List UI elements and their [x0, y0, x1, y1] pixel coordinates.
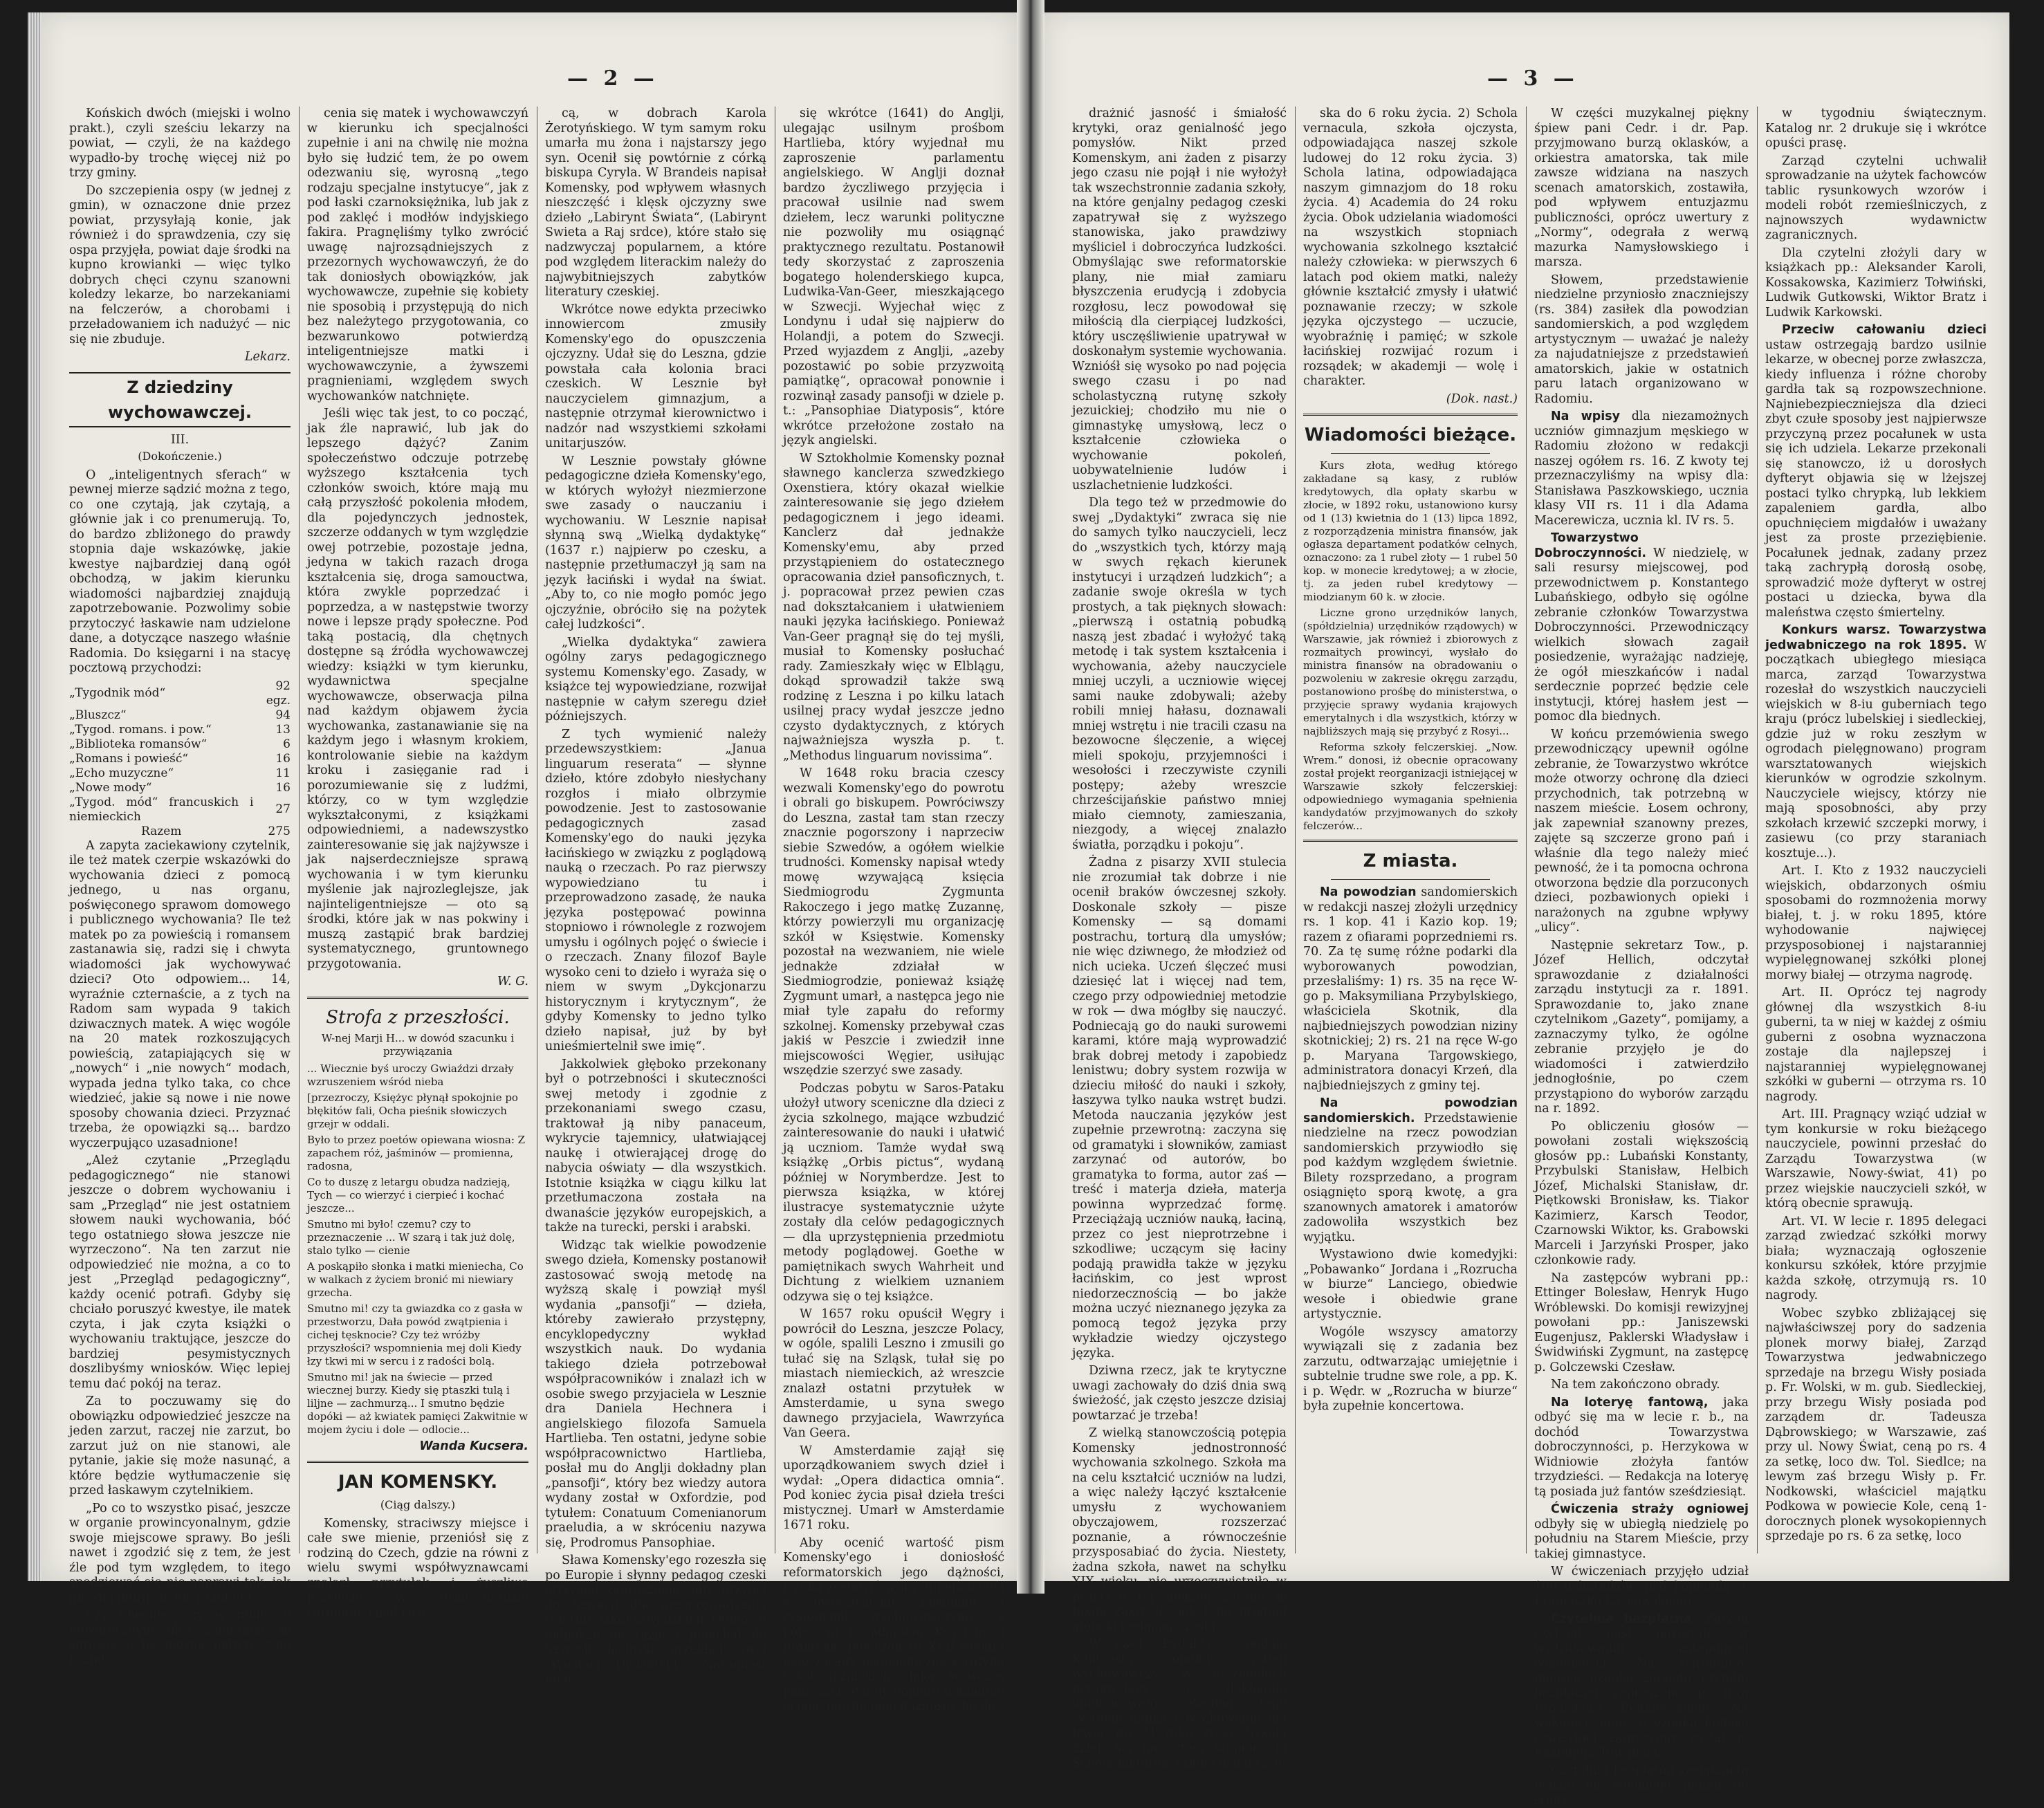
list-item — [69, 737, 291, 752]
poem-stanza: [przezroczy, Księżyc płynął spokojnie po błękitów fali, Ocha pieśnik słowiczych grzejr w oddali. — [307, 1091, 528, 1131]
right-col-1 — [1072, 107, 1287, 1553]
city-item — [1303, 885, 1518, 1094]
news-item — [1534, 531, 1749, 725]
city-item — [1303, 1248, 1518, 1322]
paragraph: „Ależ czytanie „Przeglądu pedagogicznego“ nie stanowi jeszcze o dobrem wychowaniu i sam „Przegląd“ nie jest ostatniem słowem nauki wychowania, bóć tego ostatniego słowa jeszcze nie wyrzeczono“. Na ten zarzut nie odpowiedzieć nie można, a co to jest „Przegląd pedagogiczny“, każdy ocenić potrafi. Gdyby się chciało poruszyć kwestye, ile matek czyta, i jak czyta książki o wychowaniu traktujące, jeszcze do bardziej pesymistycznych doszlibyśmy wniosków. Więc lepiej temu dać pokój na teraz. — [69, 1154, 291, 1392]
periodical-count: 92 egz. — [253, 679, 291, 708]
item-text: Czytelnia bezpłatna zasiąknięta będzie od wielkiego piątku do środy — [1534, 1764, 1749, 1807]
list-item — [69, 766, 291, 781]
right-col-2 — [1303, 107, 1518, 1553]
poem-stanza: Smutno mi! czy ta gwiazdka co z gasła w przestworzu, Dała powód zwątpienia i cichej tęsknocie? Czy też wróżby przyszłości? wspomnienia mej doli Kiedy łzy tkwi mi w sercu i z radości bolą. — [307, 1302, 528, 1368]
column-divider — [299, 107, 300, 1553]
paragraph: Jeśli więc tak jest, to co począć, jak źle naprawić, lub jak do lepszego dążyć? Zanim społeczeństwo odczuje potrzebę wyższego kształcenia tych członków swoich, które mają mu całą przyszłość pokolenia młodem, dla pojedynczych jednostek, szczerze oddanych w tym względzie owej potrzebie, pozostaje jedna, jedyna w takich razach droga kształcenia się, droga samouctwa, która zwykle poprzedzać i poprzedza, a w następstwie tworzy nowe i lepsze prądy społeczne. Pod taką postacią, dla chętnych dostępne są źródła wychowawczej wiedzy: książki w tym kierunku, wydawnictwa specjalne wychowawcze, obserwacja pilna nad każdym objawem życia wychowanka, zastanawianie się na każdym jego i własnym krokiem, kontrolowanie siebie na każdym kroku i zasięganie rad i porozumiewanie się z ludźmi, którzy, co w tym względzie wykształconymi, z książkami odpowiedniemi, a nadewszystko zainteresowanie się jak najżywsze i jak najserdeczniejsze sprawą wychowania i w tym kierunku myślenie jak najrozleglejsze, jak najinteligentniejsze — oto są środki, które jak w nas pokwiny i muszą zastąpić brak bardziej systematycznego, gruntownego przygotowania. — [307, 407, 528, 972]
poem-stanza: ... Wiecznie byś uroczy Gwiaździ drzały wzruszeniem wśród nieba — [307, 1062, 528, 1089]
column-divider — [1295, 107, 1296, 1553]
section-title: Z dziedziny wychowawczej. — [69, 372, 291, 427]
paragraph: Za to poczuwamy się do obowiązku odpowiedzieć jeszcze na jeden zarzut, raczej nie zarzut, bo zarzut już on nie stanowi, ale pytanie, jakie się może nasunąć, a które będzie wytłumaczenie się przed łaskawym czytelnikiem. — [69, 1394, 291, 1499]
paragraph: W Lesznie powstały główne pedagogiczne dzieła Komensky'ego, w których wyłożył niezmierzone swe zasady o nauczaniu i wychowaniu. W Lesznie napisał słynną swą „Wielką dydaktykę“ (1637 r.) najpierw po czesku, a następnie przetłumaczył ją sam na język łaciński i wydał na świat. „Aby to, co nie mogło pomóc jego ojczyźnie, obróciło się na pożytek całej ludzkości“. — [545, 454, 766, 633]
news-item: Kurs złota, według którego zakładane są kasy, z rublów kredytowych, dla opłaty skarbu w złocie, w 1892 roku, ustanowiono kursy od 1 (13) kwietnia do 1 (13) lipca 1892, z rozporządzenia ministra finansów, jak ogłasza departament podatków celnych, oznaczono: za 1 rubel złoty — 1 rubel 50 kop. w monecie kredytowej; a w złocie, tj. za jeden rubel kredytowy — miodzianym 60 k. w złocie. — [1303, 459, 1518, 604]
item-text: ustaw ostrzegają bardzo usilnie lekarze, w obecnej porze zwłaszcza, kiedy influenza i różne choroby gardła tak są rozpowszechnione. Najniebezpieczniejsza dla dzieci zbyt czułe sposoby jest najpierwsze przyczyną przez pocałunek w usta się ich udziela. Lekarze przekonali się stanowczo, iż u dorosłych dyfteryt objawia się w lżejszej postaci tylko chrypką, lub lekkiem zapaleniem gardła, albo opuchnięciem migdałów i uważany jest za proste przeziębienie. Pocałunek jednak, zadany przez taką zachrypłą dorosłą osobę, sprowadzić może dyfteryt w ostrej postaci u dziecka, bywa dla maleństwa często śmiertelny. — [1765, 338, 1987, 620]
poem-stanza: A poskąpiło słonka i matki mieniecha, Co w walkach z życiem bronić mi niewiary grzecha. — [307, 1260, 528, 1300]
item-text: Art. I. Kto z 1932 nauczycieli wiejskich, obdarzonych ośmiu sposobami do rozmnożenia morwy białej, t. j. w roku 1895, które wyhodowanie najwięcej przysposobionej i najstaranniej wypielęgnowanej szkółki plonej morwy białej — otrzyma nagrodę. — [1765, 864, 1987, 982]
list-item — [69, 781, 291, 795]
paragraph: „Wielka dydaktyka“ zawiera ogólny zarys pedagogicznego systemu Komensky'ego. Zasady, w książce tej wypowiedziane, rozwijał następnie w całym szeregu dzieł późniejszych. — [545, 636, 766, 725]
paragraph: cenia się matek i wychowawczyń w kierunku ich specjalności zupełnie i ani na chwilę nie można było się łudzić tem, że po owem odezwaniu się, wyrosną „tego rodzaju specjalne instytucye“, jak z pod łaski czarnoksiężnika, lub jak z pod zaklęć i modłów indyjskiego fakira. Pragnęliśmy tylko zwrócić uwagę najrozsądniejszych z przezornych wychowawczyń, że do tak doniosłych obowiązków, jak wychowawcze, zupełnie się kobiety nie sposobią i przystępują do nich bez należytego przygotowania, co bezwarunkowo potwierdzą inteligentniejsze matki i wychowawczynie, a żywszemi pragnieniami, względem swych wychowanków natchnięte. — [307, 107, 528, 404]
item-text: Wogóle wszyscy amatorzy wywiązali się z zadania bez zarzutu, odtwarzając umiejętnie i subtelnie trudne swe role, a pp. K. i p. Wędr. w „Rozrucha w biurze“ była zupełnie koncertowa. — [1303, 1325, 1518, 1414]
news-title: Wiadomości bieżące. — [1303, 423, 1518, 448]
signature: W. G. — [307, 975, 528, 990]
list-item — [69, 708, 291, 723]
paragraph: Sława Komensky'ego rozeszła się po Europie i słynny pedagog czeski otrzymał zaproszenie, aby przybył do Szwecji dla przeprowadzenia reformy szkół szwedzkich. Odmówił jednakże na razie i pojechał do Szwecji łaciński przekład swej „Wielkiej Dydaktyki“. Natomiast udał — [545, 1553, 766, 1688]
paragraph: W Amsterdamie zajął się uporządkowaniem swych dzieł i wydał: „Opera didactica omnia“. Pod koniec życia pisał dzieła treści mistycznej. Umarł w Amsterdamie 1671 roku. — [783, 1444, 1004, 1533]
paragraph: drażnić jasność i śmiałość krytyki, oraz genialność jego pomysłów. Nikt przed Komenskym, ani żaden z pisarzy jego czasu nie pojął i nie wyłożył tak wszechstronnie zadania szkoły, na które genjalny pedagog czeski zapatrywał się z wyższego stanowiska, jako prawdziwy myśliciel i dobroczyńca ludzkości. Obmyślając swe reformatorskie plany, nie miał zamiaru błyszczenia erudycją i zdobycia rozgłosu, lecz powodował się miłością dla cierpiącej ludzkości, który usczęśliwienie upatrywał w doskonałym systemie wychowania. Wznióśł się wysoko po nad pojęcia swego czasu i po nad scholastyczną rutynę szkoły jezuickiej; chodziło mu nie o gimnastykę umysłową, lecz o kształcenie człowieka o wychowanie pokoleń, uobywatelnienie ludów i uszlachetnienie ludzkości. — [1072, 107, 1287, 493]
item-head: Na powodzian sandomierskich. — [1303, 1096, 1518, 1125]
news-item — [1534, 939, 1749, 1117]
item-text: Następnie sekretarz Tow., p. Józef Hellich, odczytał sprawozdanie z działalności zarządu instytucji za r. 1891. Sprawozdanie to, jako znane czytelnikom „Gazety“, pomijamy, a zaznaczymy tylko, że ogólne zebranie przyjęło je do wiadomości i zatwierdziło jednogłośnie, po czem przystąpiono do wyborów zarządu na r. 1892. — [1534, 939, 1749, 1116]
periodical-count: 16 — [253, 781, 291, 795]
item-text: dla niezamożnych uczniów gimnazjum męskiego w Radomiu złożono w redakcji naszej ogółem rs. 16. Z kwoty tej przeznaczyliśmy na wpisy dla: Stanisława Paszkowskiego, ucznia klasy VII rs. 11 i dla Adama Macerewicza, ucznia kl. IV rs. 5. — [1534, 409, 1749, 528]
item-text: jaka odbyć się ma w lecie r. b., na dochód Towarzystwa dobroczynności, p. Herzykowa w Widniowie złożyła fantów trzydzieści. — Redakcja na loteryę tą posiada już fantów sześdziesiąt. — [1534, 1396, 1749, 1499]
total-label: Razem — [69, 824, 253, 839]
paragraph: Żadna z pisarzy XVII stulecia nie zrozumiał tak dobrze i nie ocenił braków ówczesnej szkoły. Doskonale szkoły — pisze Komensky — są domami postrachu, torturą dla umysłów; nie więc dziwnego, że młodzież od nich ucieka. Uczeń ślęczeć musi dziesięć lat i więcej nad tem, czego przy odpowiedniej metodzie w rok — dwa mógłby się nauczyć. Podniecają go do nauki surowemi karami, które mają wyprowadzić brak dobrej metody i zapobiedz lenistwu; dobry system rozwija w dzieciu miłość do nauki i szkoły, łaszywa tylko nauka wstręt budzi. Metoda nauczania języków jest zupełnie przewrotną: zaczyna się od gramatyki i słowników, zamiast zarzynać od autorów, bo gramatyka to forma, autor zaś — treść i materja dzieła, materja powinna wyprzedzać formę. Przeciążają uczniów nauką, łaciną, przez co jest nieprotrzebne i szkodliwe; uczącym się łaciny podają prawidła także w języku łacińskim, co jest wprost niedorzecznością — bo jakże można uczyć nieznanego języka za pomocą tegoż języka przy wykładzie wiedzy ojczystego języka. — [1072, 856, 1287, 1361]
left-col-1 — [69, 107, 291, 1553]
paragraph: Komensky, straciwszy miejsce i całe swe mienie, przeniósł się z rodziną do Czech, gdzie na równi z wielu swymi współwyznawcami znalazł przytułek i życzliwe przyjęcie w Branychradzie (Brandeis) nad Orli- — [307, 1517, 528, 1621]
divider — [1303, 840, 1518, 842]
list-item — [69, 752, 291, 766]
poem-stanza: Smutno mi było! czemu? czy to przeznaczenie ... W szarą i tak już dolę, stalo tylko — cienie — [307, 1218, 528, 1257]
news-item — [1534, 1612, 1749, 1761]
paragraph: Podczas pobytu w Saros-Pataku ułożył utwory sceniczne dla dzieci z życia szkolnego, mające wzbudzić zainteresowanie do nauki i ułatwić ją uczniom. Tamże wydał swą książkę „Orbis pictus“, wydaną później w Norymberdze. Jest to pierwsza książka, w której ilustracye systematycznie użyte zostały dla celów pedagogicznych — dla uprzystępnienia przedmiotu metody poglądowej. Goethe w pamiętnikach swych Wahrheit und Dichtung z wielkiem uznaniem odzywa się o tej książce. — [783, 1082, 1004, 1305]
news-item: Liczne grono urzędników lanych, (spółdzielnia) urzędników rządowych) w Warszawie, jak również i zbiorowych z rozmaitych prowincyi, wysłało do ministra finansów na obradowaniu o pozwoleniu w zakresie okręgu zarządu, postanowiono prośbę do ministerstwa, o przyjęcie sprawy wydania krajowych emerytalnych i dla wszystkich, którzy w najbliższych mają się przybyć z Rosyi... — [1303, 607, 1518, 738]
poem-dedication: W-nej Marji H... w dowód szacunku i przywiązania — [307, 1032, 528, 1058]
item-text: Art. II. Oprócz tej nagrody głównej dla wszystkich 8-iu guberni, ta w niej w każdej z ośmiu guberni z osobna wyznaczona zostaje dla najlepszej i najstaranniej wypielęgnowanej szkółki w guberni — otrzyma rs. 10 nagrody. — [1765, 986, 1987, 1104]
item-text: Po obliczeniu głosów — powołani zostali większością głosów pp.: Lubański Konstanty, Przybulski Stanisław, Helbich Józef, Michalski Stanisław, dr. Piętkowski Bronisław, ks. Tiakor Kazimierz, Karsch Teodor, Czarnowski Wiktor, ks. Grabowski Marceli i Jarzyński Prosper, jako członkowie rady. — [1534, 1120, 1749, 1268]
left-page — [42, 12, 1017, 1581]
paragraph: Widząc tak wielkie powodzenie swego dzieła, Komensky postanowił zastosować swoją metodę na wyższą skalę i powziął myśl wydania „pansofji“ — dzieła, któreby zawierało przystępny, encyklopedyczny wykład wszystkich nauk. Do wydania takiego dzieła potrzebował współpracowników i znalazł ich w osobie swego przyjaciela w Lesznie dra Daniela Hechnera i angielskiego filozofa Samuela Hartlieba. Ten ostatni, jedyne sobie współpracownictwo Hartlieba, posłał mu do Anglji dokładny plan „pansofji“, który bez wiedzy autora wydany został w Oxfordzie, pod tytułem: Conatuum Comenianorum praeludia, a w skróceniu nazywa się, Prodromus Pansophiae. — [545, 1239, 766, 1551]
paragraph: O „inteligentnych sferach“ w pewnej mierze sądzić można z tego, co one czytają, jak czytają, a głównie jak i co prenumerują. To, do bardzo zbliżonego do prawdy stopnia daje wskazówkę, jakie kwestye najbardziej daną ogół obchodzą, w jakim kierunku wiadomości najbardziej znajdują zapotrzebowanie. Pozwolimy sobie przytoczyć łaskawie nam udzielone dane, a dotyczące naszego właśnie Radomia. Do księgarni i na stacyę pocztową przychodzi: — [69, 468, 291, 676]
section-number: III. — [69, 433, 291, 448]
poem-author: Wanda Kucsera. — [307, 1439, 528, 1455]
item-head: Konkurs warsz. Towarzystwa jedwabniczego na rok 1895. — [1765, 623, 1987, 652]
news-item — [1534, 1271, 1749, 1376]
city-item — [1303, 1325, 1518, 1414]
item-text: Art. VI. W lecie r. 1895 delegaci zarząd zwiedzać szkółki morwy biała; wyznaczają ogłoszenie konkursu szkółek, które przyjmie każda szkołę, otrzymują rs. 10 nagrody. — [1765, 1215, 1987, 1303]
news-item — [1534, 1764, 1749, 1808]
item-text: sandomierskich w redakcji naszej złożyli urzędnicy rs. 1 kop. 41 i Kazio kop. 19; razem z ofiarami poprzedniemi rs. 70. Za tę sumę różne podarki dla wyborowanych powodzian, przesłaliśmy: 1) rs. 35 na ręce W-go p. Maksymiliana Przybylskiego, właściciela Skotnik, dla najbiedniejszych powodzian niziny skotnickiej; 2) rs. 21 na ręce W-go p. Maryana Targowskiego, administratora donacyi Krzeń, dla najbiedniejszych z gminy tej. — [1303, 885, 1518, 1093]
news-item — [1765, 864, 1987, 983]
divider — [1303, 414, 1518, 416]
news-item — [1765, 986, 1987, 1105]
item-text: Przedstawienie niedzielne na rzecz powodzian sandomierskich przywiodło się pod każdym względem świetnie. Bilety rozsprzedano, a program osiągnięto sporą kwotę, a gra szanownych amatorek i amatorów zadowoliła wszystkich bez wyjątku. — [1303, 1111, 1518, 1244]
item-text: Wobec szybko zbliżającej się najwłaściwszej pory do sadzenia plonek morwy białej, Zarząd Towarzystwa jedwabniczego sprzedaje na brzegu Wisły posiada p. Fr. Wolski, w m. gub. Siedleckiej, przy brzegu Wisły posiada pod zarządem dr. Tadeusza Dąbrowskiego; w Warszawie, zaś przy ul. Nowy Świat, ceną po rs. 4 za setkę, loco dw. Tol. Siedlce; na lewym zaś brzegu Wisły p. Fr. Nodkowski, właściciel majątku Podkowa w powiecie Kole, ceną 1-dorocznych plonek wysokopiennych sprzedaje po rs. 6 za setkę, loco — [1765, 1307, 1987, 1544]
right-col-3 — [1534, 107, 1749, 1553]
paragraph: Dla czytelni złożyli dary w książkach pp.: Aleksander Karoli, Kossakowska, Kazimierz Tołwiński, Ludwik Gutkowski, Wiktor Bratz i Ludwik Karkowski. — [1765, 246, 1987, 321]
periodical-name: „Bluszcz“ — [69, 708, 253, 723]
poem-stanza: Co to duszę z letargu obudza nadzieją, Tych — co wierzyć i cierpieć i kochać jeszcze... — [307, 1176, 528, 1215]
signature: (Dok. nast.) — [1303, 392, 1518, 407]
city-title: Z miasta. — [1303, 849, 1518, 874]
poem-title: Strofa z przeszłości. — [307, 1006, 528, 1029]
periodical-count: 16 — [253, 752, 291, 766]
item-head: Przeciw całowaniu dzieci — [1782, 323, 1987, 337]
divider — [307, 1461, 528, 1463]
item-head: Na wpisy — [1551, 409, 1620, 423]
paragraph: się wkrótce (1641) do Anglji, ulegając usilnym prośbom Hartlieba, który wyjednał mu zaproszenie parlamentu angielskiego. W Anglji doznał bardzo życzliwego przyjęcia i pracował usilnie nad swem dziełem, lecz warunki polityczne nie pozwoliły mu osiągnąć praktycznego rezultatu. Postanowił tedy skorzystać z zaproszenia bogatego holenderskiego kupca, Ludwika-Van-Geer, mieszkającego w Szwecji. Wyjechał więc z Londynu i udał się najpierw do Holandji, a potem do Szwecji. Przed wyjazdem z Anglji, „azeby pozostawić po sobie przyzwoitą pamiątkę“, opracował ponownie i rozwinął zasady pansofji w dziele p. t.: „Pansophiae Diatyposis“, które wkrótce przełożone zostało na język angielski. — [783, 107, 1004, 449]
paragraph: Do szczepienia ospy (w jednej z gmin), w oznaczone dnie przez powiat, przysyłają konie, jak również i do sprawdzenia, czy się ospa przyjęła, powiat daje środki na kupno krowianki — więc tylko dobrych chęci czynu szanowni koledzy lekarze, bo narzekaniami na felczerów, a chorobami i przeładowaniem ich nadużyć — nic się nie zbuduje. — [69, 184, 291, 348]
poem — [307, 1062, 528, 1437]
item-head: Towarzystwo Dobroczynności. — [1534, 531, 1646, 560]
left-col-2 — [307, 107, 528, 1553]
paragraph: W Sztokholmie Komensky poznał sławnego kanclerza szwedzkiego Oxenstiera, który okazał wielkie zainteresowanie się jego dziełem pedagogicznem i jego ideami. Kanclerz dał jednakże Komensky'emu, aby przed przystąpieniem do ostatecznego opracowania dzieł pansoficznych, t. j. popracował przez pewien czas nad dokształcaniem i ułatwieniem nauki języka łacińskiego. Ponieważ Van-Geer pragnął się do tej myśli, musiał to Komensky posłuchać rady. Zamieszkały więc w Elblągu, dokąd sprowadził także swą rodzinę z Leszna i po kilku latach usilnej pracy wydał jeszcze jedno czysto dydaktycznych, z których najważniejsza wyszła p. t. „Methodus linguarum novissima“. — [783, 452, 1004, 764]
right-col-4 — [1765, 107, 1987, 1553]
news-item — [1534, 1378, 1749, 1393]
paragraph: A zapyta zaciekawiony czytelnik, ile też matek czerpie wskazówki do wychowania dzieci z pomocą jednego, u nas organu, poświęconego sprawom domowego i publicznego wychowania? Ile też matek po za powieścią i romansem zastanawia się, radzi się i chwyta wiadomości jak wychowywać dzieci? Oto odpowiem... 14, wyraźnie czternaście, a z tych na Radom sam wypada 9 takich dziwacznych matek. A więc wogóle na 20 matek rozkoszujących powieścią, zatapiających się w „nowych“ i „nie nowych“ modach, wypada jedna tylko taka, co chce wiedzieć, jakie są nowe i nie nowe sposoby chowania dzieci. Przyznać trzeba, że opowiązki są... bardzo wyczerpująco uzasadnione! — [69, 839, 291, 1152]
news-item — [1765, 323, 1987, 620]
right-page — [1044, 12, 2009, 1581]
item-head: Na loteryę fantową, — [1551, 1396, 1709, 1410]
paragraph: Dziwna rzecz, jak te krytyczne uwagi zachowały do dziś dnia swą świeżość, jak często jeszcze dzisiaj powtarzać je trzeba! — [1072, 1364, 1287, 1423]
poem-stanza: Było to przez poetów opiewana wiosna: Z zapachem róż, jaśminów — promienna, radosna, — [307, 1134, 528, 1173]
left-col-3 — [545, 107, 766, 1553]
periodicals-list — [69, 679, 291, 839]
list-item — [69, 679, 291, 708]
periodical-name: „Nowe mody“ — [69, 781, 253, 795]
item-text: Na zastępców wybrani pp.: Ettinger Bolesław, Henryk Hugo Wróblewski. Do komisji rewizyjnej powołani pp.: Janiszewski Eugenjusz, Paklerski Władysław i Świdwiński Zygmunt, na zastępcę p. Golczewski Czesław. — [1534, 1271, 1749, 1374]
paragraph: W 1648 roku bracia czescy wezwali Komensky'ego do powrotu i obrali go biskupem. Powróciwszy do Leszna, zastał tam stan rzeczy znacznie pogorszony i naprzeciw siebie Szwedów, a ogółem wielkie trudności. Komensky napisał wtedy mowę wzywającą księcia Siedmiogrodu Zygmunta Rakoczego i jego matkę Zuzannę, którzy powierzyli mu organizację szkół w Księstwie. Komensky pozostał na wezwaniem, nie wiele jednakże zdziałał w Siedmiogrodzie, ponieważ książę Zygmunt umarł, a następca jego nie miał tyle zapału do reformy szkolnej. Komensky przebywał czas jakiś w Peszcie i zwiedził inne miejscowości Węgier, usiłując wszędzie szerzyć swe zasady. — [783, 766, 1004, 1079]
news-item — [1534, 1565, 1749, 1609]
list-item — [69, 795, 291, 824]
news-item — [1765, 1107, 1987, 1212]
page-number-right: — 3 — — [1487, 66, 1578, 91]
periodical-count: 13 — [253, 723, 291, 737]
item-text: W ćwiczeniach przyjęło udział 100 uchotników, pod komendą p. Franciszka Laskowskiego. — [1534, 1565, 1749, 1608]
paragraph: Dla tego też w przedmowie do swej „Dydaktyki“ zwraca się nie do samych tylko nauczycieli, lecz do „wszystkich tych, którzy mają w swych rękach kierunek instytucyi i urządzeń ludzkich“; a zadanie swoje określa w tych prostych, a tak pięknych słowach: „pierwszą i ostatnią pobudką naszą jest zbadać i wyłożyć taką metodę i tak system kształcenia i wychowania, ażeby nauczyciele mniej uczyli, a uczniowie więcej sami nauke zdobywali; ażeby robili mniej hałasu, doznawali mniej wstrętu i nie tracili czasu na bezowocne ślęczenie, a więcej mieli spokoju, przyjemności i wesołości i rzeczywiste czynili postępy; ażeby wreszcie chrześcijańskie państwo mniej miało ciemnoty, zamieszania, niezgody, a więcej znalazło światła, porządku i pokoju“. — [1072, 496, 1287, 853]
item-text: W początkach ubiegłego miesiąca marca, zarząd Towarzystwa rozesłał do wszystkich nauczycieli wiejskich w 8-iu guberniach tego kraju (prócz lubelskiej i siedleckiej, gdzie już w roku zeszłym w ogrodach pielęgnowano) program warsztatowanych wiejskich kierunków w ogrodzie szkolnym. Nauczyciele wiejscy, którzy nie mają sposobności, aby przy szkołach krzewić szczepki morwy, i zasiewu (co przy staraniach kosztuje...). — [1765, 638, 1987, 860]
paragraph: Końskich dwóch (miejski i wolno prakt.), czyli sześciu lekarzy na powiat, — czyli, że na każdego wypadło-by trochę więcej niż po trzy gminy. — [69, 107, 291, 181]
news-item — [1534, 1396, 1749, 1500]
list-total — [69, 824, 291, 839]
periodical-count: 94 — [253, 708, 291, 723]
divider — [307, 997, 528, 999]
periodical-count: 6 — [253, 737, 291, 752]
article-note: (Ciąg dalszy.) — [307, 1497, 528, 1513]
column-divider — [1526, 107, 1527, 1553]
item-text: Na tem zakończono obrady. — [1551, 1378, 1720, 1392]
periodical-name: „Tygodnik mód“ — [69, 679, 253, 708]
item-text: Zarząd czytelni nasi pozostaje w wydrukowaniu następującej wiadomości: Na ogrodnicze miejsce ożonka zarządu czytelni bezpłatnej zaproszono p. d-ra Bronisława Piątkowskiego. Na wakujące miejsce ożonka komisji rewizyjnej zaproszony został p. Kazimierz Tołwiński. — [1534, 1612, 1749, 1760]
item-text: odbyły się w ubiegłą niedzielę po południu na Starem Mieście, przy takiej gimnastyce. — [1534, 1518, 1749, 1561]
news-item — [1765, 623, 1987, 861]
periodical-name: „Romans i powieść“ — [69, 752, 253, 766]
news-item — [1534, 409, 1749, 528]
signature: Lekarz. — [69, 350, 291, 365]
paragraph: Wkrótce nowe edykta przeciwko innowiercom zmusiły Komensky'ego do opuszczenia ojczyzny. Udał się do Leszna, gdzie powstała cała kolonia braci czeskich. W Lesznie był nauczycielem gimnazjum, a następnie otrzymał kierownictwo i nadzór nad wszystkiemi szkołami unitarjuszów. — [545, 303, 766, 452]
paragraph: ska do 6 roku życia. 2) Schola vernacula, szkoła ojczysta, odpowiadająca naszej szkole ludowej do 12 roku życia. 3) Schola latina, odpowiadająca naszym gimnazjom do 18 roku życia. 4) Academia do 24 roku życia. Obok udzielania wiadomości na wszystkich stopniach wychowania szkolnego kształcić należy człowieka: w pierwszych 6 latach pod okiem matki, należy głównie kształcić zmysły i ułatwić poznawanie rzeczy; w szkole języka ojczystego — uczucie, wyobraźnię i pamięć; w szkole łacińskiej rozwijać rozum i rozsądek; w akademji — wolę i charakter. — [1303, 107, 1518, 389]
paragraph: „Po co to wszystko pisać, jeszcze w organie prowincyonalnym, gdzie swoje miejscowe sprawy. Bo jeśli nawet i zgodzić się z tem, że jest źle pod tym względem, to itego spodziewać się nie naprawi tak, jak główną murą się nie przebije!“ — [69, 1502, 291, 1606]
paragraph: W części muzykalnej piękny śpiew pani Cedr. i dr. Pap. przyjmowano burzą oklasków, a orkiestra amatorska, tak mile zawsze widziana na naszych scenach amatorskich, zostawiła, pod wpływem entuzjazmu publiczności, oprócz uwertury z „Normy“, odegrała z werwą mazurka Namysłowskiego i marsza. — [1534, 107, 1749, 270]
poem-stanza: Smutno mi! jak na świecie — przed wiecznej burzy. Kiedy się ptaszki tulą i liljne — zachmurzą... I smutno będzie dopóki — aż kwiatek pamięci Zakwitnie w mojem życiu i dole — odlocie... — [307, 1371, 528, 1437]
periodical-name: „Echo muzyczne“ — [69, 766, 253, 781]
paragraph: Zarząd czytelni uchwalił sprowadzanie na użytek fachowców tablic rysunkowych wzorów i modeli robót rzemieślniczych, z najnowszych wydawnictw zagranicznych. — [1765, 154, 1987, 243]
item-head: Czytelnia bezpłatna. — [1551, 1612, 1696, 1626]
book-gutter — [1017, 0, 1044, 1594]
page-number-left: — 2 — — [567, 66, 659, 91]
article-title: JAN KOMENSKY. — [307, 1470, 528, 1495]
periodical-count: 11 — [253, 766, 291, 781]
item-head: Ćwiczenia straży ogniowej — [1551, 1502, 1749, 1516]
section-note: (Dokończenie.) — [69, 449, 291, 464]
divider — [1331, 879, 1490, 880]
left-col-4 — [783, 107, 1004, 1553]
paragraph: W 1657 roku opuścił Węgry i powrócił do Leszna, jeszcze Polacy, w ogóle, spalili Leszno i zmusili go tułać się na Szląsk, tułał się po miastach niemieckich, aż wreszcie znalazł ostatni przytułek w Amsterdamie, u syna swego dawnego przyjaciela, Wawrzyńca Van Geera. — [783, 1307, 1004, 1441]
news-item — [1534, 1120, 1749, 1269]
city-item — [1303, 1096, 1518, 1245]
list-item — [69, 723, 291, 737]
paragraph: cą, w dobrach Karola Żerotyńskiego. W tym samym roku umarła mu żona i najstarszy jego syn. Ocenił się powtórnie z córką biskupa Cyryla. W Brandeis napisał Komensky, pod wpływem własnych nieszczęść i klęsk ojczyzny swe dzieło „Labirynt Świata“, (Labirynt Swieta a Raj srdce), które stało się nadzwyczaj popularnem, a które pod względem literackim należy do najwybitniejszych zabytków literatury czeskiej. — [545, 107, 766, 300]
news-item — [1765, 1215, 1987, 1304]
paragraph: w tygodniu świątecznym. Katalog nr. 2 drukuje się i wkrótce opuści prasę. — [1765, 107, 1987, 151]
item-head: Na powodzian — [1320, 885, 1417, 899]
paragraph: Aby ocenić wartość pism Komensky'ego i doniosłość reformatorskich jego dążności, trzeba zestawić w myśli jego dzieła z owoczesnymi zasadami i systemami wychowawczymi, z pojęciem i zadaniem Kościoła, i praktyką społeczeństw XVII wieku i jego zasady pedagogiczne z rutyną szkół jezuickich, jaką wówczas panowała. Wtedy dopiero dokładnie ocenić można jego dążności, bo do- — [783, 1536, 1004, 1715]
news-item — [1534, 1502, 1749, 1562]
news-item: Reforma szkoły felczerskiej. „Now. Wrem.“ donosi, iż obecnie opracowany został projekt reorganizacji istniejącej w Warszawie szkoły felczerskiej: odpowiedniego wymagania spełnienia kandydatów przyjmowanych do szkoły felczerów... — [1303, 741, 1518, 833]
paragraph: Z wielką stanowczością potępia Komensky jednostronność wychowania szkolnego. Szkoła ma na celu kształcić uczniów na ludzi, a więc należy łączyć kształcenie umysłu z wychowaniem obyczajowem, rozszerzać poznanie, a równocześnie przysposabiać do życia. Niestety, żadna szkoła, nawet na schyłku XIX wieku, nie urzeczywistniła w praktyce tej pięknej zasady w takim zakresie, jak tego pragnął głęboki pedagog czeski. — [1072, 1426, 1287, 1634]
item-text: W końcu przemówienia swego przewodniczący upewnił ogólne zebranie, że Towarzystwo wkrótce może otworzy ochronę dla dzieci przychodnich, tak potrzebną w naszem mieście. Łosem ochrony, jak zapewniał szanowny prezes, zajęte są szczerze grono pań i właśnie dla tego należy mieć pewność, że i ta pomocna ochrona otworzona będzie dla porzuconych dzieci, pozbawionych opieki i narażonych na zgubne wpływy „ulicy“. — [1534, 728, 1749, 935]
news-item — [1765, 1307, 1987, 1544]
paragraph: W swej „Dydaktyce“ podaje Komensky zupełny system wychowawczy, w szczegółach przemyślany i dokładnie umotywowany. Według tego systemu nauka i wychowanie ma trwać do 24 roku życia. Szkoła dzieli się na cztery stopnie: 1) Schola materna, szkoła macierzyń- — [1072, 1637, 1287, 1771]
periodical-name: „Biblioteka romansów“ — [69, 737, 253, 752]
periodical-name: „Tygod. romans. i pow.“ — [69, 723, 253, 737]
item-text: Wystawiono dwie komedyjki: „Pobawanko“ Jordana i „Rozrucha w biurze“ Lanciego, obiedwie wesołe i obiedwie grane artystycznie. — [1303, 1248, 1518, 1321]
paragraph: Jakkolwiek głęboko przekonany był o potrzebności i skuteczności swej metody i zgodnie z przekonaniami swego czasu, traktował ją niby panaceum, wykrycie tajemnicy, ułatwiającej naukę i otwierającej drogę do nabycia oświaty — dla wszystkich. Istotnie książka w ciągu kilku lat przetłumaczona została na dwanaście języków europejskich, a także na turecki, perski i arabski. — [545, 1058, 766, 1236]
item-text: W niedzielę, w sali resursy miejscowej, pod przewodnictwem p. Konstantego Lubańskiego, odbyło się ogólne zebranie członków Towarzystwa Dobroczynności. Przewodniczący wielkich słowach zagaił posiedzenie, wyrażając nadzieję, że ogół mieszkańców i nadal serdecznie poprzeć będzie cele instytucji, której hasłem jest — pomoc dla biednych. — [1534, 546, 1749, 724]
periodical-name: „Tygod. mód“ francuskich i niemieckich — [69, 795, 253, 824]
paragraph: Czy obecnie, czy w numerze noworocznym głos zabierając w sprawie o ile można najwyższego kształ- — [69, 1608, 291, 1668]
divider — [1331, 453, 1490, 454]
item-text: Art. III. Pragnący wziąć udział w tym konkursie w roku bieżącego nauczyciele, powinni przesłać do Zarządu Towarzystwa (w Warszawie, Nowy-świat, 41) po przez wiejskie nauczycieli szkół, w którą obecnie sprawują. — [1765, 1107, 1987, 1210]
paragraph: Z tych wymienić należy przedewszystkiem: „Janua linguarum reserata“ — słynne dzieło, które zdobyło niesłychany rozgłos i miało olbrzymie powodzenie. Jest to zastosowanie pedagogicznych zasad Komensky'ego do nauki języka łacińskiego w związku z poglądową nauką o rzeczach. Po raz pierwszy wypowiedziano tu i przeprowadzono zasadę, że nauka języka postępować powinna stopniowo i równolegle z rozwojem umysłu i ogólnych pojęć o świecie i o rzeczach. Znany filozof Bayle wysoko ceni to dzieło i wyraża się o niem w swym „Dykcjonarzu historycznym i krytycznym“, że gdyby Komensky to jedno tylko dzieło napisał, już by był unieśmiertelnił swe imię“. — [545, 728, 766, 1055]
periodical-count: 27 — [253, 795, 291, 824]
column-divider — [1757, 107, 1758, 1553]
paragraph: Słowem, przedstawienie niedzielne przyniosło znaczniejszy (rs. 384) zasiłek dla powodzian sandomierskich, a pod względem artystycznym — uważać je należy za najudatniejsze z przedstawień amatorskich, jakie w ostatnich paru latach organizowano w Radomiu. — [1534, 273, 1749, 407]
left-book-edge — [28, 12, 43, 1581]
total-value: 275 — [253, 824, 291, 839]
news-item — [1534, 728, 1749, 936]
